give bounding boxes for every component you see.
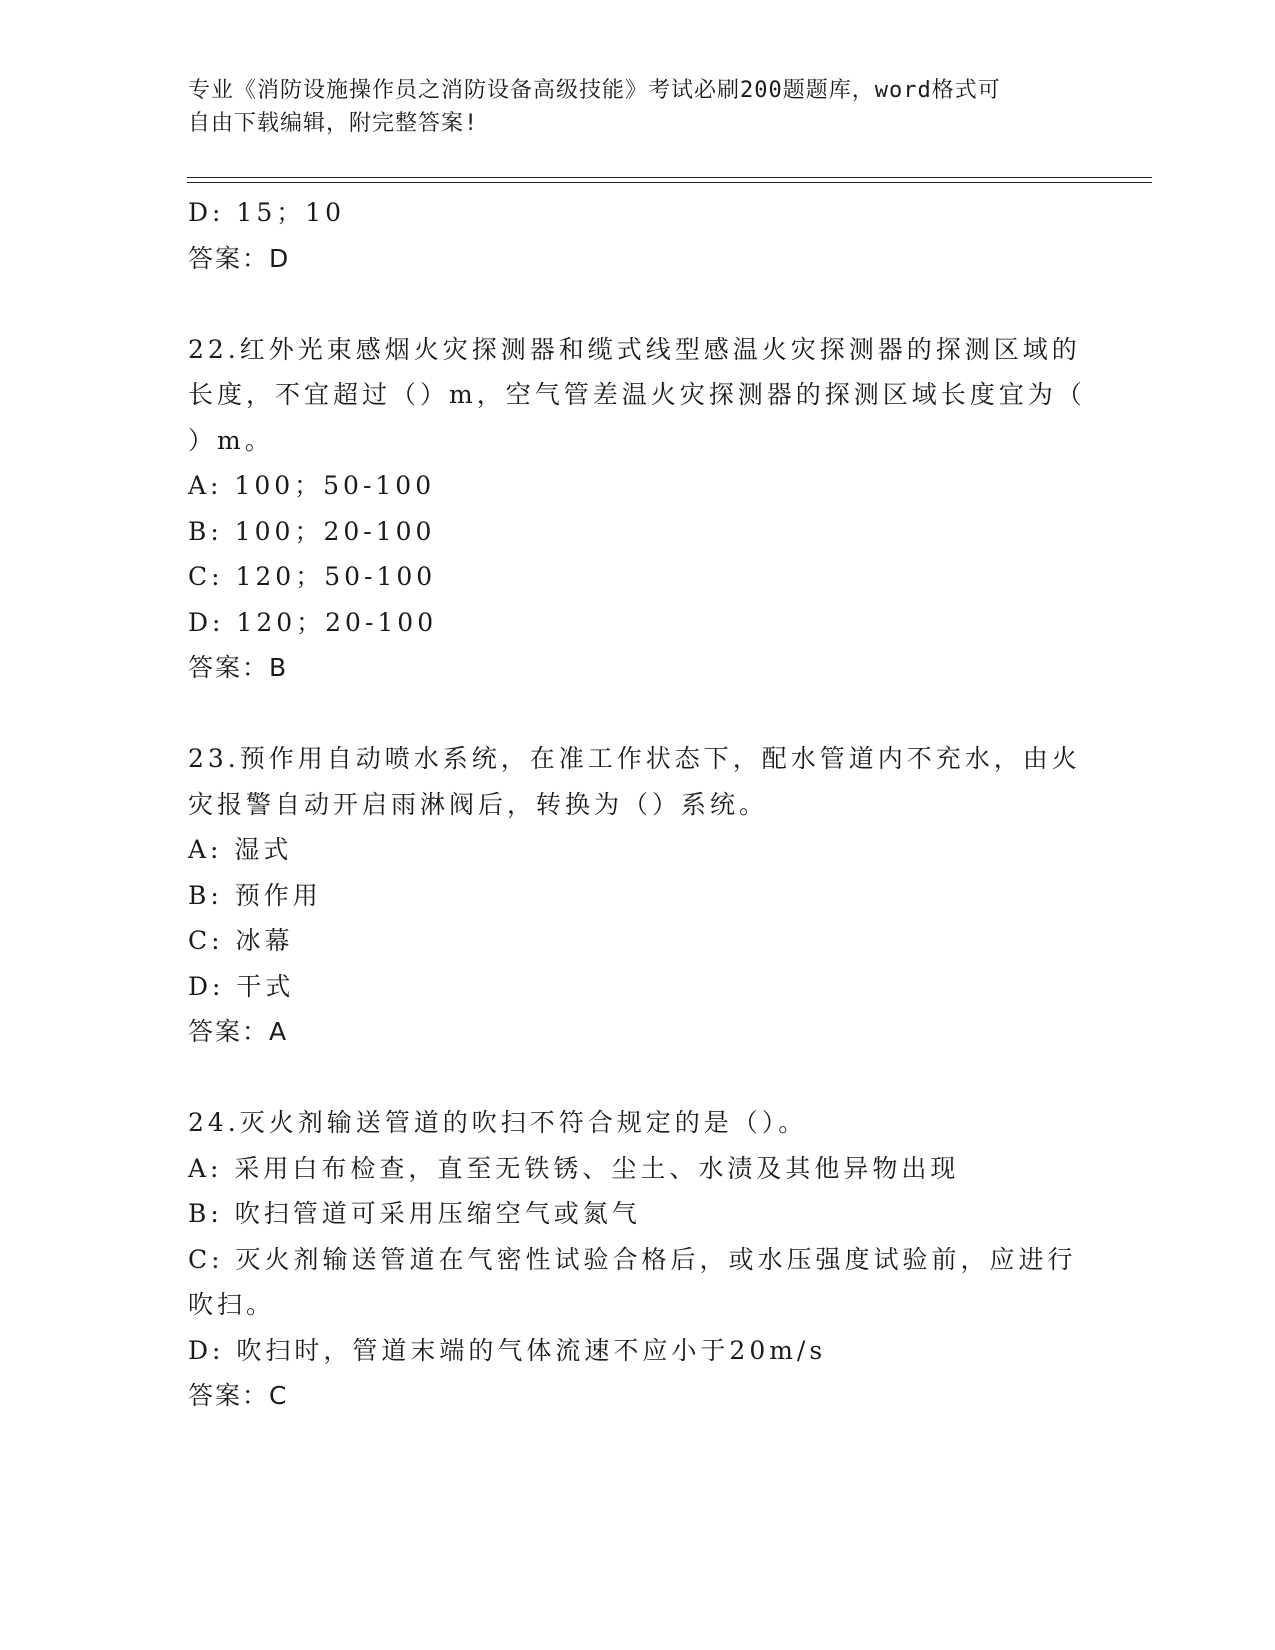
q24-answer: 答案：C bbox=[188, 1381, 289, 1410]
question-22 bbox=[188, 327, 1088, 691]
q22-stem-line-2: 长度，不宜超过（）m，空气管差温火灾探测器的探测区域长度宜为（ bbox=[188, 380, 1086, 409]
spacer bbox=[188, 1055, 1088, 1101]
q23-option-c: C: 冰幕 bbox=[188, 926, 294, 955]
q22-stem-line-3: ）m。 bbox=[188, 425, 274, 455]
question-23 bbox=[188, 736, 1088, 1055]
header-line-1: 专业《消防设施操作员之消防设备高级技能》考试必刷200题题库，word格式可 bbox=[188, 78, 1001, 103]
q22-answer: 答案：B bbox=[188, 653, 289, 682]
question-24 bbox=[188, 1100, 1088, 1419]
q22-option-c: C: 120；50-100 bbox=[188, 562, 437, 591]
q23-stem-line-1: 23.预作用自动喷水系统，在准工作状态下，配水管道内不充水，由火 bbox=[188, 744, 1081, 773]
q24-option-d: D: 吹扫时，管道末端的气体流速不应小于20m/s bbox=[188, 1335, 827, 1365]
spacer bbox=[188, 281, 1088, 327]
q23-stem-line-2: 灾报警自动开启雨淋阀后，转换为（）系统。 bbox=[188, 789, 769, 819]
document-header bbox=[188, 74, 1068, 140]
question-list bbox=[188, 190, 1088, 1419]
header-line-2: 自由下载编辑，附完整答案! bbox=[188, 111, 479, 136]
q21-answer: 答案：D bbox=[188, 243, 291, 273]
q24-option-a: A: 采用白布检查，直至无铁锈、尘土、水渍及其他异物出现 bbox=[188, 1153, 960, 1183]
q22-stem-line-1: 22.红外光束感烟火灾探测器和缆式线型感温火灾探测器的探测区域的 bbox=[188, 334, 1081, 364]
q22-option-a: A: 100；50-100 bbox=[188, 471, 436, 500]
header-divider-top bbox=[187, 177, 1152, 178]
q21-option-d: D: 15；10 bbox=[188, 198, 346, 227]
question-21-tail bbox=[188, 190, 1088, 281]
q24-option-b: B: 吹扫管道可采用压缩空气或氮气 bbox=[188, 1199, 641, 1228]
q24-option-c-line-1: C: 灭火剂输送管道在气密性试验合格后，或水压强度试验前，应进行 bbox=[188, 1244, 1077, 1274]
spacer bbox=[188, 691, 1088, 737]
q22-option-b: B: 100；20-100 bbox=[188, 516, 436, 546]
q23-answer: 答案：A bbox=[188, 1017, 289, 1046]
q23-option-a: A: 湿式 bbox=[188, 835, 293, 864]
q23-option-d: D: 干式 bbox=[188, 971, 295, 1001]
q22-option-d: D: 120；20-100 bbox=[188, 607, 438, 637]
q24-stem-line-1: 24.灭火剂输送管道的吹扫不符合规定的是（）。 bbox=[188, 1108, 808, 1137]
q23-option-b: B: 预作用 bbox=[188, 880, 322, 910]
header-divider-bottom bbox=[187, 182, 1152, 183]
q24-option-c-line-2: 吹扫。 bbox=[188, 1290, 276, 1319]
